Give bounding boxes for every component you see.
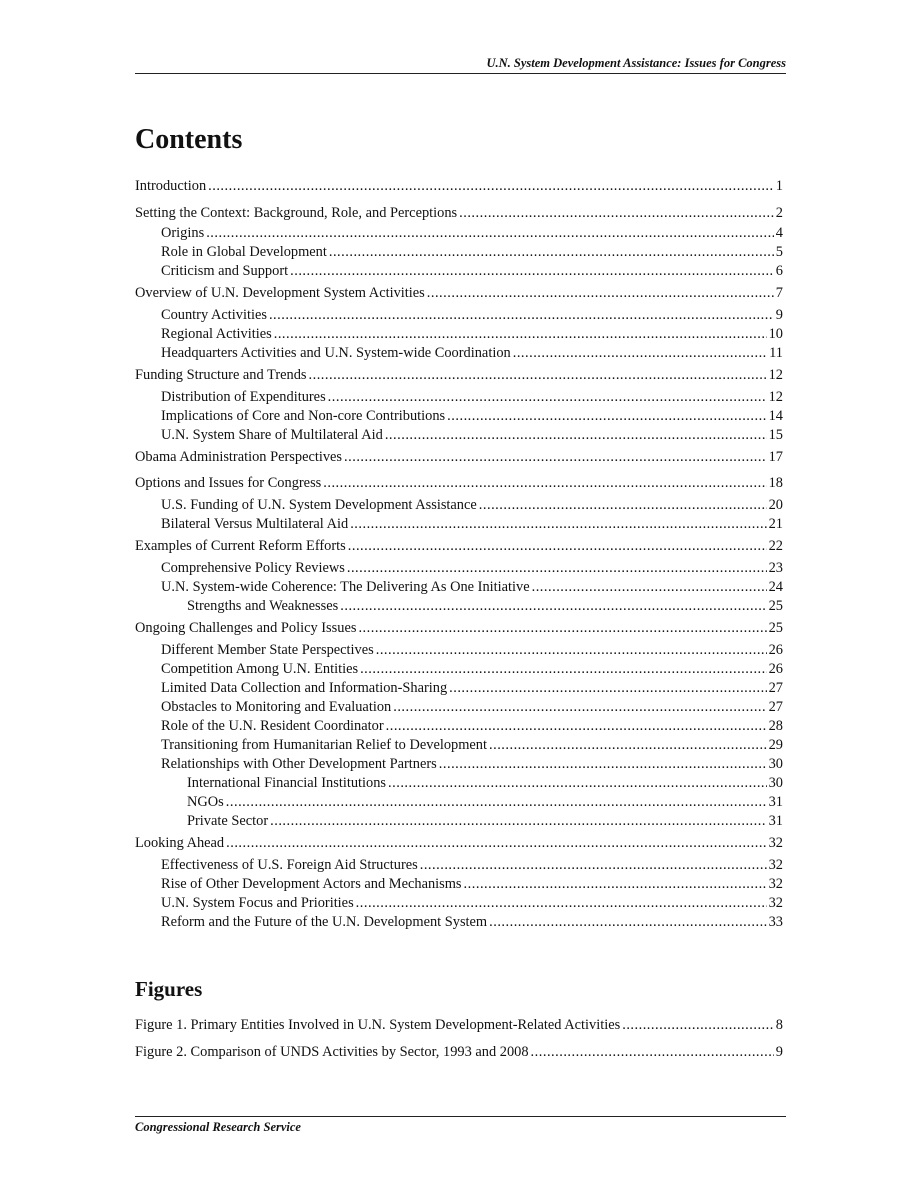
dot-leader [531, 1043, 774, 1062]
toc-entry-label: U.N. System Share of Multilateral Aid [161, 427, 383, 443]
toc-entry-label: Origins [161, 225, 205, 241]
toc-entry[interactable] [135, 426, 783, 445]
toc-entry-page: 25 [768, 620, 783, 636]
toc-entry-page: 28 [768, 718, 783, 734]
dot-leader [479, 496, 767, 515]
dot-leader [340, 597, 766, 616]
dot-leader [356, 894, 767, 913]
toc-entry-page: 9 [775, 307, 783, 323]
toc-entry-page: 30 [768, 775, 783, 791]
toc-entry[interactable] [135, 515, 783, 534]
dot-leader [489, 736, 767, 755]
dot-leader [385, 426, 767, 445]
toc-entry[interactable] [135, 537, 783, 556]
toc-entry-label: Looking Ahead [135, 835, 225, 851]
toc-entry-label: Introduction [135, 178, 207, 194]
toc-entry-page: 33 [768, 914, 783, 930]
dot-leader [348, 537, 767, 556]
toc-entry-label: U.S. Funding of U.N. System Development Assistance [161, 497, 477, 513]
toc-entry-page: 27 [768, 699, 783, 715]
dot-leader [269, 306, 774, 325]
list-of-figures [135, 1016, 783, 1062]
dot-leader [358, 619, 766, 638]
toc-entry[interactable] [135, 448, 783, 467]
dot-leader [328, 388, 767, 407]
toc-entry-page: 7 [775, 285, 783, 301]
toc-entry[interactable] [135, 496, 783, 515]
toc-entry-page: 31 [768, 794, 783, 810]
dot-leader [206, 224, 774, 243]
toc-entry-page: 17 [768, 449, 783, 465]
header-rule [135, 73, 786, 74]
dot-leader [393, 698, 766, 717]
toc-entry[interactable] [135, 262, 783, 281]
figure-entry-label: Figure 1. Primary Entities Involved in U.N. System Development-Related Activities [135, 1017, 621, 1033]
toc-entry[interactable] [135, 875, 783, 894]
figure-entry-page: 8 [775, 1017, 783, 1033]
toc-entry[interactable] [135, 660, 783, 679]
dot-leader [489, 913, 766, 932]
toc-entry-label: Limited Data Collection and Information-Sharing [161, 680, 448, 696]
toc-entry[interactable] [135, 736, 783, 755]
toc-entry-label: Criticism and Support [161, 263, 289, 279]
toc-entry-label: Overview of U.N. Development System Activities [135, 285, 425, 301]
toc-entry-label: Implications of Core and Non-core Contributions [161, 408, 446, 424]
toc-entry[interactable] [135, 619, 783, 638]
toc-entry-page: 14 [768, 408, 783, 424]
toc-entry-page: 26 [768, 661, 783, 677]
toc-entry[interactable] [135, 755, 783, 774]
toc-entry[interactable] [135, 204, 783, 223]
toc-entry-page: 29 [768, 737, 783, 753]
dot-leader [290, 262, 774, 281]
toc-entry[interactable] [135, 243, 783, 262]
dot-leader [513, 344, 767, 363]
toc-entry-label: Regional Activities [161, 326, 272, 342]
toc-entry-page: 26 [768, 642, 783, 658]
toc-entry[interactable] [135, 793, 783, 812]
toc-entry-label: Bilateral Versus Multilateral Aid [161, 516, 349, 532]
toc-entry[interactable] [135, 913, 783, 932]
toc-entry-page: 32 [768, 857, 783, 873]
toc-entry-label: Effectiveness of U.S. Foreign Aid Structures [161, 857, 418, 873]
toc-entry-label: Private Sector [187, 813, 269, 829]
toc-entry-label: U.N. System-wide Coherence: The Delivering As One Initiative [161, 579, 530, 595]
toc-entry-label: Headquarters Activities and U.N. System-wide Coordination [161, 345, 511, 361]
toc-entry[interactable] [135, 597, 783, 616]
toc-entry-page: 15 [768, 427, 783, 443]
toc-entry[interactable] [135, 388, 783, 407]
toc-entry-page: 22 [768, 538, 783, 554]
toc-entry[interactable] [135, 894, 783, 913]
toc-entry[interactable] [135, 284, 783, 303]
figures-title: Figures [135, 977, 203, 1001]
toc-entry[interactable] [135, 717, 783, 736]
toc-entry-label: Obama Administration Perspectives [135, 449, 343, 465]
dot-leader [309, 366, 767, 385]
dot-leader [622, 1016, 774, 1035]
dot-leader [344, 448, 767, 467]
toc-entry-label: Role in Global Development [161, 244, 327, 260]
toc-entry-label: Country Activities [161, 307, 267, 323]
toc-entry-label: Different Member State Perspectives [161, 642, 374, 658]
toc-entry-label: Ongoing Challenges and Policy Issues [135, 620, 357, 636]
dot-leader [208, 177, 774, 196]
dot-leader [274, 325, 767, 344]
toc-entry-label: Distribution of Expenditures [161, 389, 326, 405]
footer-rule [135, 1116, 786, 1117]
toc-entry[interactable] [135, 474, 783, 493]
toc-entry-label: International Financial Institutions [187, 775, 387, 791]
figure-entry-label: Figure 2. Comparison of UNDS Activities by Sector, 1993 and 2008 [135, 1044, 529, 1060]
toc-entry[interactable] [135, 344, 783, 363]
figure-entry[interactable] [135, 1016, 783, 1035]
toc-entry[interactable] [135, 306, 783, 325]
toc-entry[interactable] [135, 407, 783, 426]
dot-leader [439, 755, 767, 774]
toc-entry-page: 2 [775, 205, 783, 221]
toc-entry[interactable] [135, 578, 783, 597]
toc-entry-page: 5 [775, 244, 783, 260]
toc-entry-label: Funding Structure and Trends [135, 367, 307, 383]
toc-entry-page: 32 [768, 835, 783, 851]
dot-leader [388, 774, 767, 793]
toc-entry[interactable] [135, 177, 783, 196]
toc-entry-label: Competition Among U.N. Entities [161, 661, 359, 677]
toc-entry-page: 25 [768, 598, 783, 614]
toc-entry-page: 4 [775, 225, 783, 241]
contents-title: Contents [135, 124, 243, 155]
toc-entry[interactable] [135, 812, 783, 831]
toc-entry-page: 27 [768, 680, 783, 696]
toc-entry-page: 10 [768, 326, 783, 342]
toc-entry-label: U.N. System Focus and Priorities [161, 895, 354, 911]
running-footer: Congressional Research Service [135, 1120, 301, 1134]
toc-entry-page: 32 [768, 895, 783, 911]
toc-entry-page: 31 [768, 813, 783, 829]
toc-entry[interactable] [135, 559, 783, 578]
toc-entry-label: Examples of Current Reform Efforts [135, 538, 346, 554]
toc-entry-label: Rise of Other Development Actors and Mechanisms [161, 876, 462, 892]
table-of-contents [135, 177, 783, 932]
toc-entry-label: Setting the Context: Background, Role, and Perceptions [135, 205, 458, 221]
toc-entry-label: NGOs [187, 794, 224, 810]
running-header: U.N. System Development Assistance: Issues for Congress [486, 56, 786, 70]
toc-entry-label: Relationships with Other Development Partners [161, 756, 437, 772]
dot-leader [329, 243, 774, 262]
toc-entry-label: Obstacles to Monitoring and Evaluation [161, 699, 392, 715]
toc-entry[interactable] [135, 774, 783, 793]
toc-entry-page: 30 [768, 756, 783, 772]
toc-entry[interactable] [135, 698, 783, 717]
dot-leader [459, 204, 774, 223]
toc-entry-label: Transitioning from Humanitarian Relief to Development [161, 737, 487, 753]
toc-entry[interactable] [135, 325, 783, 344]
toc-entry[interactable] [135, 224, 783, 243]
dot-leader [226, 834, 766, 853]
dot-leader [447, 407, 766, 426]
toc-entry-page: 11 [769, 345, 783, 361]
toc-entry-page: 32 [768, 876, 783, 892]
toc-entry-label: Comprehensive Policy Reviews [161, 560, 345, 576]
dot-leader [532, 578, 767, 597]
dot-leader [226, 793, 767, 812]
dot-leader [449, 679, 766, 698]
toc-entry[interactable] [135, 366, 783, 385]
toc-entry-page: 1 [775, 178, 783, 194]
toc-entry-page: 23 [768, 560, 783, 576]
figure-entry[interactable] [135, 1043, 783, 1062]
figure-entry-page: 9 [775, 1044, 783, 1060]
toc-entry[interactable] [135, 679, 783, 698]
toc-entry-label: Reform and the Future of the U.N. Development System [161, 914, 488, 930]
dot-leader [350, 515, 766, 534]
toc-entry-page: 18 [768, 475, 783, 491]
dot-leader [420, 856, 767, 875]
dot-leader [464, 875, 767, 894]
toc-entry[interactable] [135, 834, 783, 853]
dot-leader [376, 641, 767, 660]
toc-entry-page: 20 [768, 497, 783, 513]
toc-entry-label: Options and Issues for Congress [135, 475, 322, 491]
toc-entry-page: 24 [768, 579, 783, 595]
toc-entry[interactable] [135, 641, 783, 660]
dot-leader [347, 559, 767, 578]
toc-entry[interactable] [135, 856, 783, 875]
dot-leader [323, 474, 766, 493]
toc-entry-page: 12 [768, 367, 783, 383]
dot-leader [386, 717, 767, 736]
toc-entry-page: 6 [775, 263, 783, 279]
toc-entry-page: 21 [768, 516, 783, 532]
toc-entry-label: Role of the U.N. Resident Coordinator [161, 718, 384, 734]
dot-leader [427, 284, 774, 303]
dot-leader [360, 660, 767, 679]
toc-entry-label: Strengths and Weaknesses [187, 598, 339, 614]
toc-entry-page: 12 [768, 389, 783, 405]
dot-leader [270, 812, 766, 831]
